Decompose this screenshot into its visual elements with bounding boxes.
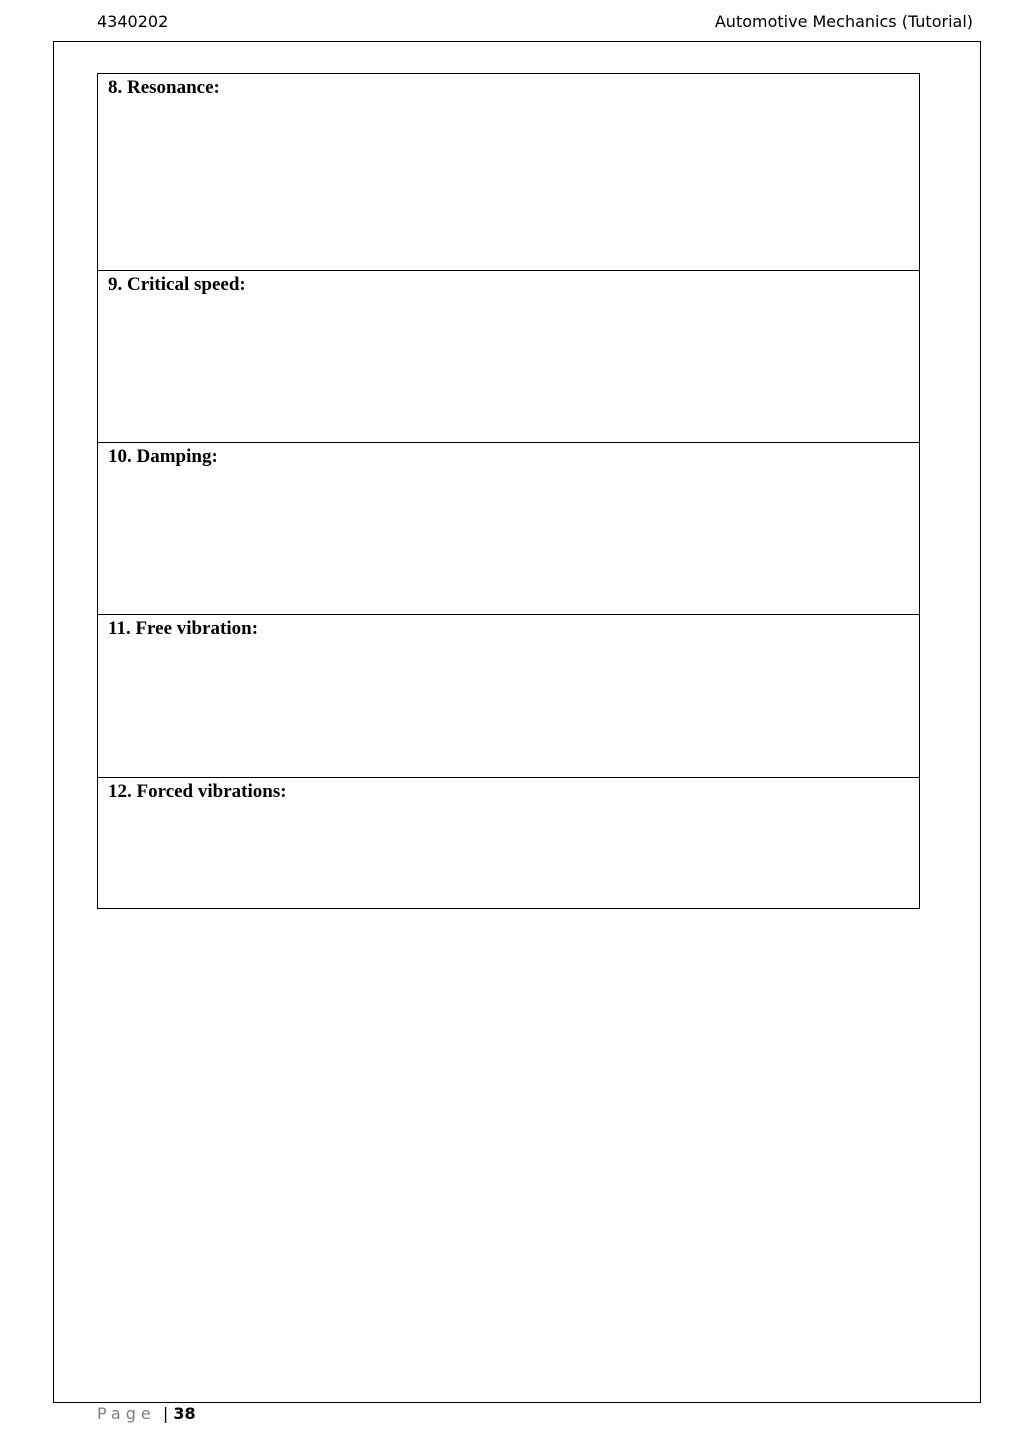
answer-cell[interactable] <box>98 74 920 271</box>
answer-table <box>97 73 920 909</box>
question-label: 9. Critical speed: <box>108 274 246 295</box>
answer-cell[interactable] <box>98 271 920 443</box>
header-course-code: 4340202 <box>97 12 169 31</box>
question-row <box>98 778 920 909</box>
question-label: 11. Free vibration: <box>108 618 259 639</box>
question-row <box>98 615 920 778</box>
answer-cell[interactable] <box>98 443 920 615</box>
question-row <box>98 74 920 271</box>
question-label: 10. Damping: <box>108 446 218 467</box>
page-word: Page <box>97 1404 156 1423</box>
answer-cell[interactable] <box>98 778 920 909</box>
question-row <box>98 271 920 443</box>
answer-cell[interactable] <box>98 615 920 778</box>
page-number: 38 <box>173 1404 196 1423</box>
page-footer <box>97 1404 196 1423</box>
footer-separator: | <box>162 1404 169 1423</box>
question-row <box>98 443 920 615</box>
question-label: 12. Forced vibrations: <box>108 781 287 802</box>
question-label: 8. Resonance: <box>108 77 220 98</box>
header-course-title: Automotive Mechanics (Tutorial) <box>714 12 973 31</box>
